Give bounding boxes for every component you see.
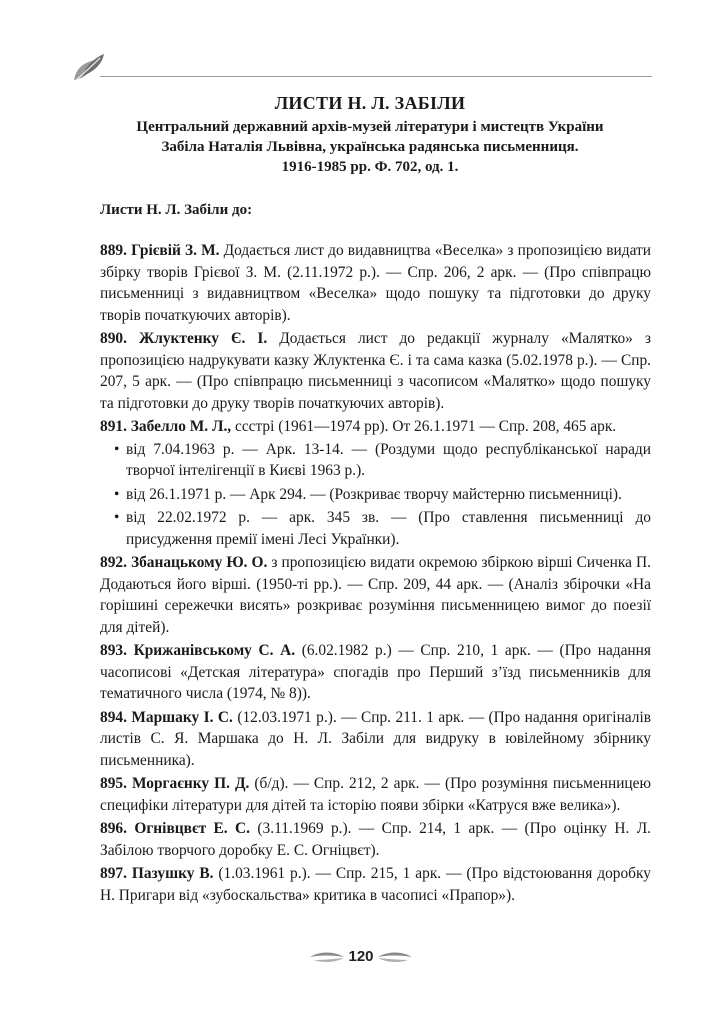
- page-number: 120: [348, 948, 374, 965]
- entry-number: 891.: [100, 418, 127, 435]
- entry-890: [100, 328, 651, 414]
- entry-text: (3.11.1969 р.). — Спр. 214, 1 арк. — (Про оцінку Н. Л. Забілою творчого доробку Е. С. Огніцвєт).: [100, 820, 652, 859]
- entry-897: [100, 863, 651, 906]
- archive-subtitle: [90, 117, 650, 177]
- header-divider: [100, 76, 652, 77]
- entry-text: (б/д). — Спр. 212, 2 арк. — (Про розуміння письменницею специфіки літератури для дітей та історію появи збірки «Катруся вже велика»).: [100, 775, 651, 814]
- entry-text: з пропозицією видати окремою збіркою вірші Сиченка П. Додаються його вірші. (1950-ті рр.). — Спр. 209, 44 арк. — (Аналіз збірочки «На горішині сережечки висять» розкриває розуміння письменницею вимог до поезії для дітей).: [100, 554, 651, 636]
- entry-number: 893.: [100, 642, 127, 659]
- subtitle-line: Центральний державний архів-музей літератури і мистецтв України: [136, 119, 604, 135]
- entry-number: 897.: [100, 865, 127, 882]
- bullet-item: • від 22.02.1972 р. — арк. 345 зв. — (Про ставлення письменниці до присудження премії імені Лесі Українки).: [114, 507, 651, 550]
- entry-text: (12.03.1971 р.). — Спр. 211. 1 арк. — (Про надання оригіналів листів С. Я. Маршака до Н. Л. Забіли для видруку в ювілейному збірнику письменника).: [100, 708, 651, 769]
- entry-recipient: Моргаєнку П. Д.: [131, 775, 250, 792]
- page-footer: [0, 948, 722, 967]
- entry-text: (6.02.1982 р.) — Спр. 210, 1 арк. — (Про надання часописові «Детская література» спогадів про Перший з’їзд письменників для тематичного числа (1974, № 8)).: [100, 642, 651, 702]
- entry-text: ссстрі (1961—1974 рр). От 26.1.1971 — Спр. 208, 465 арк.: [231, 418, 617, 435]
- entry-number: 892.: [100, 554, 127, 571]
- page-title: ЛИСТИ Н. Л. ЗАБІЛИ: [274, 93, 466, 113]
- entry-recipient: Огнівцвєт Е. С.: [134, 820, 251, 837]
- entry-number: 896.: [100, 820, 127, 837]
- bullet-item: • від 7.04.1963 р. — Арк. 13-14. — (Роздуми щодо республіканської наради творчої інтелігенції в Києві 1963 р.).: [114, 439, 651, 482]
- entry-text: (1.03.1961 р.). — Спр. 215, 1 арк. — (Про відстоювання доробку Н. Пригари від «зубоскальства» критика в часописі «Прапор»).: [100, 865, 651, 904]
- letter-bullet-list: [100, 439, 651, 551]
- entry-number: 894.: [100, 708, 127, 726]
- entry-text: Додається лист до редакції журналу «Малятко» з пропозицією надрукувати казку Жлуктенка Є. і та сама казка (5.02.1978 р.). — Спр. 207, 5 арк. — (Про співпрацю письменниці з часописом «Малятко» щодо пошуку та підготовки до друку творів початкуючих авторів).: [100, 330, 651, 412]
- entry-number: 889.: [100, 242, 127, 259]
- entry-recipient: Жлуктенку Є. І.: [138, 330, 268, 347]
- entry-recipient: Маршаку І. С.: [131, 708, 233, 726]
- subtitle-line: Забіла Наталія Львівна, українська радянська письменниця.: [161, 139, 579, 155]
- entry-recipient: Збанацькому Ю. О.: [130, 554, 268, 571]
- entry-893: [100, 640, 651, 705]
- entry-894: [100, 707, 651, 772]
- entry-number: 895.: [100, 775, 127, 792]
- wing-ornament-icon: [378, 951, 412, 963]
- entry-891: [100, 416, 651, 550]
- bullet-item: • від 26.1.1971 р. — Арк 294. — (Розкриває творчу майстерню письменниці).: [114, 484, 651, 506]
- entry-895: [100, 773, 651, 816]
- entry-889: [100, 240, 651, 326]
- entry-recipient: Грієвій З. М.: [131, 242, 220, 259]
- entry-892: [100, 552, 651, 638]
- entry-number: 890.: [100, 330, 127, 347]
- entry-list: [100, 240, 651, 908]
- subtitle-line: 1916-1985 рр. Ф. 702, од. 1.: [281, 159, 459, 175]
- entry-recipient: Крижанівському С. А.: [133, 642, 296, 659]
- entry-recipient: Забелло М. Л.,: [130, 418, 232, 435]
- leaf-logo-icon: [70, 50, 106, 86]
- section-heading: Листи Н. Л. Забіли до:: [100, 202, 253, 218]
- wing-ornament-icon: [310, 951, 344, 963]
- entry-text: Додається лист до видавництва «Веселка» з пропозицією видати збірку творів Грієвої З. М. (2.11.1972 р.). — Спр. 206, 2 арк. — (Про співпрацю письменниці з видавництвом «Веселка» щодо пошуку та підготовки до друку творів початкуючих авторів).: [100, 242, 651, 324]
- entry-896: [100, 818, 651, 861]
- entry-recipient: Пазушку В.: [131, 865, 214, 882]
